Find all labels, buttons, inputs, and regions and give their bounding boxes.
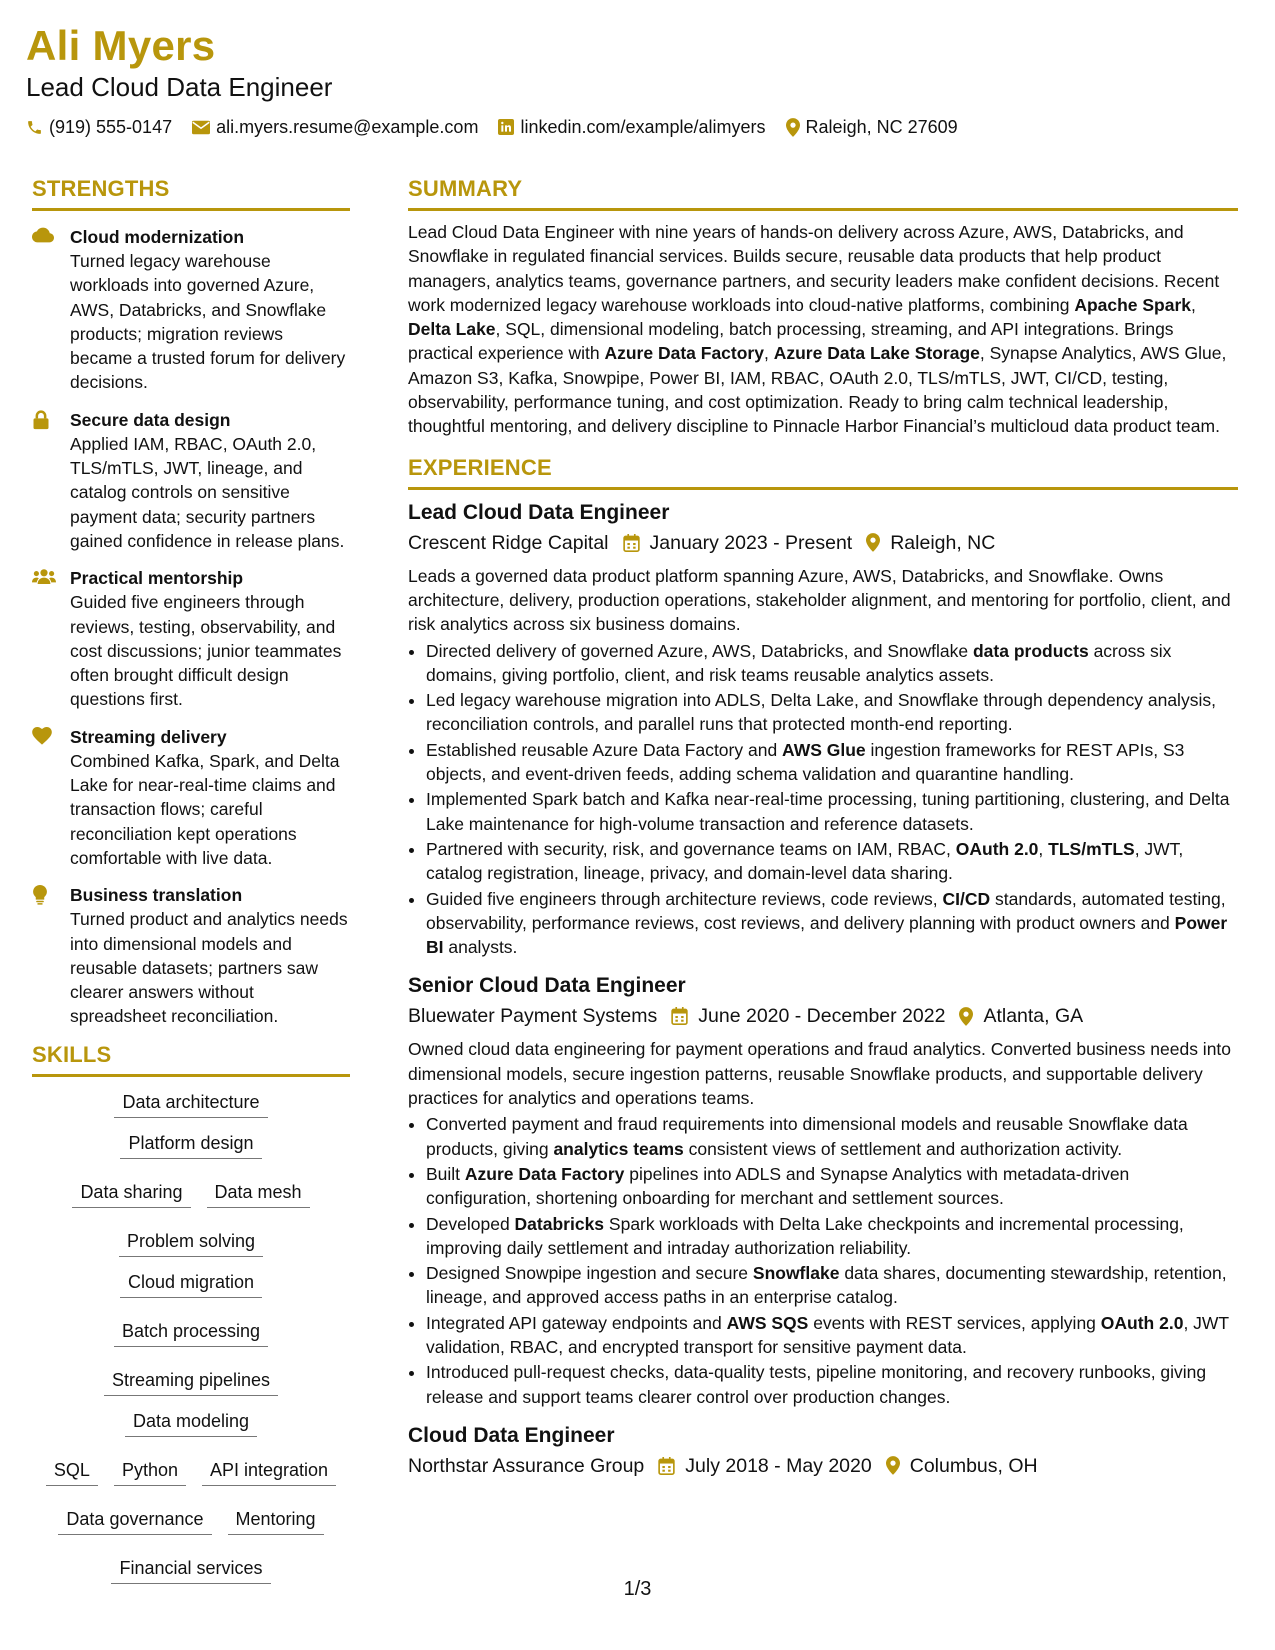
emphasized-text: Power BI — [426, 912, 1228, 958]
skill-tag: Platform design — [120, 1126, 261, 1159]
strength-item — [32, 725, 350, 870]
strength-title: Business translation — [70, 885, 243, 906]
strength-item — [32, 566, 350, 711]
text-run: Built — [426, 1163, 465, 1184]
skill-tag: Data modeling — [125, 1404, 257, 1437]
skill-tag: SQL — [46, 1453, 98, 1486]
emphasized-text: Apache Spark — [1074, 294, 1192, 315]
contact-linkedin[interactable] — [498, 116, 765, 138]
skill-tag: Streaming pipelines — [104, 1363, 278, 1396]
job-meta — [408, 530, 1238, 556]
text-run: Implemented Spark batch and Kafka near-real-time processing, tuning partitioning, clustering, and Delta Lake maintenance for high-volume transaction and reference datasets. — [426, 789, 1230, 834]
text-run: analysts. — [443, 937, 518, 958]
text-run: Lead Cloud Data Engineer with nine years of hands-on delivery across Azure, AWS, Databricks, and Snowflake in regulated financial services. Builds secure, reusable data products that help product managers, analytics teams, governance partners, and security leaders make confident decisions. Recent work modernized legacy warehouse workloads into cloud-native platforms, combining — [408, 222, 1220, 315]
heart-icon — [32, 727, 52, 745]
job-location: Columbus, OH — [909, 1454, 1038, 1477]
bullet-item — [426, 639, 1238, 688]
emphasized-text: AWS SQS — [726, 1312, 809, 1333]
candidate-name: Ali Myers — [26, 22, 216, 69]
text-run: , — [1191, 294, 1196, 315]
bullet-item — [426, 1162, 1238, 1211]
skill-tag: Data sharing — [72, 1175, 190, 1208]
bullet-item — [426, 837, 1238, 886]
text-run: data shares, documenting stewardship, retention, lineage, and approved access paths in an enterprise catalog. — [426, 1263, 1227, 1308]
skill-tag: Mentoring — [228, 1502, 324, 1535]
job-dates: January 2023 - Present — [649, 531, 853, 554]
contact-location — [786, 116, 958, 138]
text-run: consistent views of settlement and authorization activity. — [683, 1138, 1123, 1159]
job-company: Northstar Assurance Group — [408, 1454, 645, 1477]
calendar-icon — [658, 1457, 675, 1475]
skill-tag: Data governance — [58, 1502, 211, 1535]
job-meta — [408, 1003, 1238, 1029]
skill-tag: Problem solving — [119, 1224, 263, 1257]
skill-tag: Data mesh — [207, 1175, 310, 1208]
text-run: Guided five engineers through architecture reviews, code reviews, — [426, 888, 943, 909]
map-pin-icon — [786, 118, 800, 137]
strength-title: Streaming delivery — [70, 726, 227, 747]
job-entry — [408, 973, 1238, 1408]
summary-heading: SUMMARY — [408, 176, 1238, 211]
experience-heading: EXPERIENCE — [408, 455, 1238, 490]
bullet-item — [426, 688, 1238, 737]
skill-tag: Python — [114, 1453, 186, 1486]
lightbulb-icon — [32, 885, 48, 905]
envelope-icon — [192, 120, 210, 135]
emphasized-text: AWS Glue — [782, 739, 866, 760]
candidate-title: Lead Cloud Data Engineer — [26, 72, 333, 102]
strength-desc: Combined Kafka, Spark, and Delta Lake for near-real-time claims and transaction flows; careful reconciliation kept operations comfortable with live data. — [70, 750, 340, 868]
bullet-item — [426, 1212, 1238, 1261]
skill-tag: Batch processing — [114, 1314, 268, 1347]
emphasized-text: CI/CD — [942, 888, 991, 909]
text-run: Spark workloads with Delta Lake checkpoints and incremental processing, improving daily settlement and intraday authorization reliability. — [426, 1213, 1184, 1258]
strength-title: Secure data design — [70, 409, 231, 430]
phone-text: (919) 555-0147 — [49, 117, 173, 137]
emphasized-text: Snowflake — [752, 1263, 840, 1284]
job-description: Owned cloud data engineering for payment operations and fraud analytics. Converted business needs into dimensional models, secure ingestion patterns, reusable Snowflake products, and supportable delivery practices for analytics and operations teams. — [408, 1039, 1232, 1109]
bullet-item — [426, 1112, 1238, 1161]
text-run: , JWT validation, RBAC, and encrypted transport for sensitive payment data. — [426, 1312, 1229, 1357]
text-run: events with REST services, applying — [808, 1312, 1101, 1333]
strength-desc: Guided five engineers through reviews, testing, observability, and cost discussions; junior teammates often brought difficult design questions first. — [70, 592, 342, 710]
text-run: across six domains, giving portfolio, client, and risk teams reusable analytics assets. — [426, 640, 1172, 685]
job-company: Bluewater Payment Systems — [408, 1005, 658, 1028]
emphasized-text: Azure Data Factory — [464, 1163, 625, 1184]
map-pin-icon — [959, 1007, 973, 1026]
skills-list — [32, 1085, 350, 1584]
emphasized-text: analytics teams — [553, 1138, 684, 1159]
bullet-item — [426, 1311, 1238, 1360]
skill-tag: Financial services — [111, 1551, 270, 1584]
text-run: , JWT, catalog registration, lineage, privacy, and domain-level data sharing. — [426, 838, 1184, 884]
text-run: , — [763, 343, 774, 364]
emphasized-text: OAuth 2.0 — [1100, 1312, 1184, 1333]
phone-icon — [26, 119, 43, 136]
text-run: Converted payment and fraud requirements into dimensional models and reusable Snowflake data products, giving — [426, 1114, 1188, 1159]
strength-item — [32, 408, 350, 553]
emphasized-text: Azure Data Factory — [604, 343, 764, 364]
text-run: Directed delivery of governed Azure, AWS, Databricks, and Snowflake — [426, 640, 973, 661]
text-run: Designed Snowpipe ingestion and secure — [426, 1263, 753, 1284]
strengths-list — [32, 225, 350, 1029]
job-dates: July 2018 - May 2020 — [685, 1454, 872, 1477]
strength-desc: Applied IAM, RBAC, OAuth 2.0, TLS/mTLS, JWT, lineage, and catalog controls on sensitive payment data; security partners gained confidence in release plans. — [70, 433, 345, 551]
calendar-icon — [623, 534, 640, 552]
resume-header — [26, 22, 978, 138]
job-entry — [408, 500, 1238, 960]
emphasized-text: data products — [972, 640, 1089, 661]
text-run: standards, automated testing, observability, performance reviews, cost reviews, and delivery planning with product owners and — [426, 888, 1226, 933]
job-meta — [408, 1453, 1238, 1479]
text-run: Developed — [426, 1213, 515, 1234]
job-title: Senior Cloud Data Engineer — [408, 974, 686, 998]
skill-tag: Cloud migration — [120, 1265, 262, 1298]
right-column — [408, 176, 1238, 1479]
job-description: Leads a governed data product platform spanning Azure, AWS, Databricks, and Snowflake. Owns architecture, delivery, production operations, stakeholder alignment, and mentoring for portfolio, client, and risk analytics across six business domains. — [408, 565, 1231, 635]
text-run: Led legacy warehouse migration into ADLS, Delta Lake, and Snowflake through dependency analysis, reconciliation controls, and parallel runs that protected month-end reporting. — [426, 690, 1216, 735]
calendar-icon — [671, 1007, 688, 1025]
text-run: Partnered with security, risk, and governance teams on IAM, RBAC, — [426, 838, 956, 859]
users-icon — [32, 568, 56, 584]
experience-list — [408, 500, 1238, 1479]
location-text: Raleigh, NC 27609 — [805, 117, 958, 137]
summary-text — [408, 220, 1238, 439]
strength-title: Cloud modernization — [70, 227, 245, 247]
job-bullets — [408, 1112, 1238, 1409]
strength-item — [32, 883, 350, 1028]
text-run: , Synapse Analytics, AWS Glue, Amazon S3, Kafka, Snowpipe, Power BI, IAM, RBAC, OAuth 2.0, TLS/mTLS, JWT, CI/CD, testing, observability, performance tuning, and cost optimization. Ready to bring calm technical leadership, thoughtful mentoring, and delivery discipline to Pinnacle Harbor Financial’s multicloud data product team. — [408, 343, 1227, 437]
lock-icon — [32, 410, 50, 430]
job-dates: June 2020 - December 2022 — [698, 1005, 946, 1028]
text-run: , SQL, dimensional modeling, batch processing, streaming, and API integrations. Brings practical experience with — [408, 319, 1174, 364]
skills-heading: SKILLS — [32, 1042, 350, 1077]
left-column — [32, 176, 350, 1584]
job-title: Cloud Data Engineer — [408, 1423, 615, 1447]
strength-title: Practical mentorship — [70, 568, 244, 589]
bullet-item — [426, 887, 1238, 960]
contact-email[interactable] — [192, 116, 478, 138]
emphasized-text: Delta Lake — [408, 319, 496, 340]
text-run: Integrated API gateway endpoints and — [426, 1312, 727, 1333]
strengths-heading: STRENGTHS — [32, 176, 350, 211]
job-bullets — [408, 639, 1238, 960]
strength-desc: Turned product and analytics needs into dimensional models and reusable datasets; partners saw clearer answers without spreadsheet reconciliation. — [70, 909, 348, 1027]
linkedin-text: linkedin.com/example/alimyers — [520, 117, 766, 137]
bullet-item — [426, 1261, 1238, 1310]
bullet-item — [426, 787, 1238, 836]
job-title: Lead Cloud Data Engineer — [408, 500, 670, 524]
text-run: pipelines into ADLS and Synapse Analytics with metadata-driven configuration, shortening onboarding for merchant and settlement sources. — [426, 1163, 1130, 1209]
text-run: ingestion frameworks for REST APIs, S3 objects, and event-driven feeds, adding schema validation and quarantine handling. — [426, 739, 1185, 785]
strength-item — [32, 225, 350, 395]
text-run: Introduced pull-request checks, data-quality tests, pipeline monitoring, and recovery runbooks, giving release and support teams clearer control over production changes. — [426, 1362, 1207, 1407]
contact-phone[interactable] — [26, 116, 172, 138]
job-location: Atlanta, GA — [983, 1005, 1084, 1028]
job-entry — [408, 1423, 1238, 1479]
cloud-icon — [32, 227, 54, 243]
job-company: Crescent Ridge Capital — [408, 531, 609, 554]
text-run: , — [1038, 838, 1049, 859]
emphasized-text: OAuth 2.0 — [955, 838, 1039, 859]
bullet-item — [426, 1360, 1238, 1409]
emphasized-text: Databricks — [514, 1213, 605, 1234]
skill-tag: Data architecture — [114, 1085, 267, 1118]
bullet-item — [426, 738, 1238, 787]
text-run: Established reusable Azure Data Factory and — [426, 739, 783, 760]
linkedin-icon — [498, 119, 514, 135]
map-pin-icon — [886, 1456, 900, 1475]
skill-tag: API integration — [202, 1453, 336, 1486]
contact-bar — [26, 116, 978, 138]
emphasized-text: Azure Data Lake Storage — [773, 343, 980, 364]
page-number: 1/3 — [623, 1578, 652, 1600]
email-text: ali.myers.resume@example.com — [216, 117, 479, 137]
strength-desc: Turned legacy warehouse workloads into governed Azure, AWS, Databricks, and Snowflake products; migration reviews became a trusted forum for delivery decisions. — [70, 251, 346, 393]
map-pin-icon — [866, 533, 880, 552]
emphasized-text: TLS/mTLS — [1048, 838, 1135, 859]
job-location: Raleigh, NC — [890, 531, 996, 554]
